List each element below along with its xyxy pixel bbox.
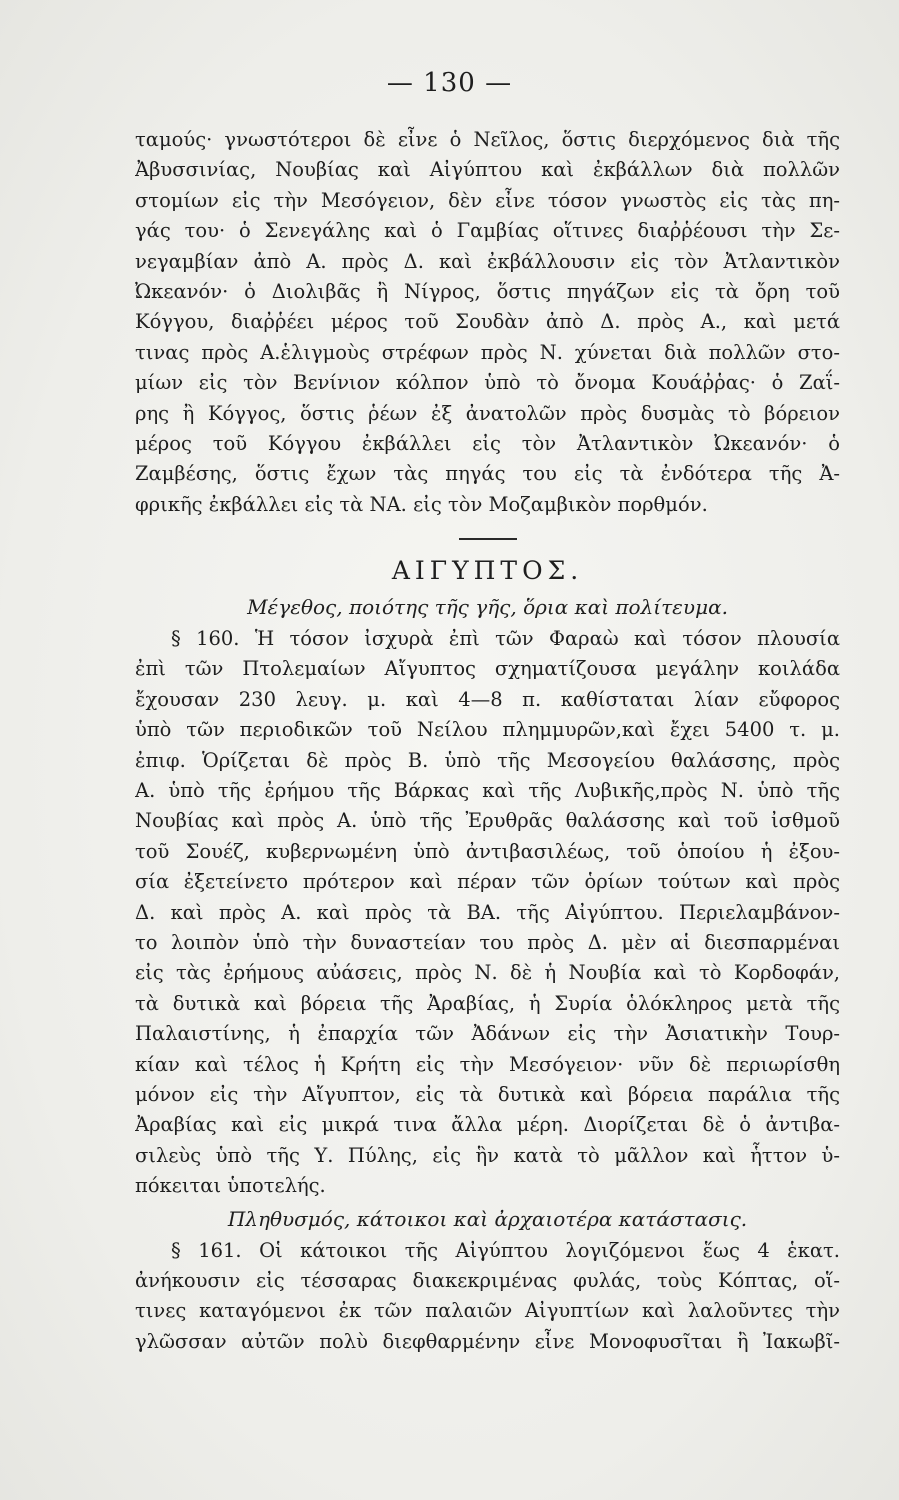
text-line: στομίων εἰς τὴν Μεσόγειον, δὲν εἶνε τόσον γνωστὸς εἰς τὰς πη- <box>135 188 840 212</box>
subsection-heading: Πληθυσμός, κάτοικοι καὶ ἀρχαιοτέρα κατάστασις. <box>227 1206 748 1231</box>
text-line: τινας πρὸς Α.ἑλιγμοὺς στρέφων πρὸς Ν. χύνεται διὰ πολλῶν στο- <box>135 340 840 364</box>
text-line: ἐπιφ. Ὁρίζεται δὲ πρὸς Β. ὑπὸ τῆς Μεσογείου θαλάσσης, πρὸς <box>135 748 840 772</box>
text-line: Α. ὑπὸ τῆς ἐρήμου τῆς Βάρκας καὶ τῆς Λυβικῆς,πρὸς Ν. ὑπὸ τῆς <box>135 779 840 803</box>
subsection-heading: Μέγεθος, ποιότης τῆς γῆς, ὅρια καὶ πολίτευμα. <box>247 595 728 620</box>
text-line: σιλεὺς ὑπὸ τῆς Υ. Πύλης, εἰς ἣν κατὰ τὸ μᾶλλον καὶ ἧττον ὑ- <box>135 1143 840 1167</box>
text-line: νεγαμβίαν ἀπὸ Α. πρὸς Δ. καὶ ἐκβάλλουσιν εἰς τὸν Ἀτλαντικὸν <box>135 249 840 273</box>
text-line: μόνον εἰς τὴν Αἴγυπτον, εἰς τὰ δυτικὰ καὶ βόρεια παράλια τῆς <box>135 1082 840 1106</box>
text-line: Νουβίας καὶ πρὸς Α. ὑπὸ τῆς Ἐρυθρᾶς θαλάσσης καὶ τοῦ ἰσθμοῦ <box>135 809 840 833</box>
text-line: Κόγγου, διαῤῥέει μέρος τοῦ Σουδὰν ἀπὸ Δ. πρὸς Α., καὶ μετά <box>135 310 840 334</box>
paragraph-161 <box>135 1236 840 1358</box>
text-line: Παλαιστίνης, ἡ ἐπαρχία τῶν Ἀδάνων εἰς τὴν Ἀσιατικὴν Τουρ- <box>135 1022 840 1046</box>
text-line: μίων εἰς τὸν Βενίνιον κόλπον ὑπὸ τὸ ὄνομα Κουάῤῥας· ὁ Ζαΐ- <box>135 371 840 395</box>
text-line: εἰς τὰς ἐρήμους αὐάσεις, πρὸς Ν. δὲ ἡ Νουβία καὶ τὸ Κορδοφάν, <box>135 961 840 985</box>
text-line: πόκειται ὑποτελής. <box>135 1174 326 1198</box>
text-line: Ἀραβίας καὶ εἰς μικρά τινα ἄλλα μέρη. Διορίζεται δὲ ὁ ἀντιβα- <box>135 1113 840 1137</box>
text-line: Ἀβυσσινίας, Νουβίας καὶ Αἰγύπτου καὶ ἐκβάλλων διὰ πολλῶν <box>135 158 840 182</box>
text-line: τὰ δυτικὰ καὶ βόρεια τῆς Ἀραβίας, ἡ Συρία ὁλόκληρος μετὰ τῆς <box>135 991 840 1015</box>
text-block <box>135 125 840 1357</box>
text-line: Ὠκεανόν· ὁ Διολιβᾶς ἢ Νίγρος, ὅστις πηγάζων εἰς τὰ ὄρη τοῦ <box>135 279 840 303</box>
paragraph-160 <box>135 624 840 1201</box>
text-line: το λοιπὸν ὑπὸ τὴν δυναστείαν του πρὸς Δ. μὲν αἱ διεσπαρμέναι <box>135 930 840 954</box>
text-line: ἐπὶ τῶν Πτολεμαίων Αἴγυπτος σχηματίζουσα μεγάλην κοιλάδα <box>135 657 840 681</box>
text-line: σία ἐξετείνετο πρότερον καὶ πέραν τῶν ὁρίων τούτων καὶ πρὸς <box>135 870 840 894</box>
text-line: μέρος τοῦ Κόγγου ἐκβάλλει εἰς τὸν Ἀτλαντικὸν Ὠκεανόν· ὁ <box>135 431 840 455</box>
text-line: ρης ἢ Κόγγος, ὅστις ῥέων ἐξ ἀνατολῶν πρὸς δυσμὰς τὸ βόρειον <box>135 401 840 425</box>
text-line: τοῦ Σουέζ, κυβερνωμένη ὑπὸ ἀντιβασιλέως, τοῦ ὁποίου ἡ ἐξου- <box>135 839 840 863</box>
text-line: κίαν καὶ τέλος ἡ Κρήτη εἰς τὴν Μεσόγειον· νῦν δὲ περιωρίσθη <box>135 1052 840 1076</box>
section-divider <box>459 538 517 540</box>
text-line: φρικῆς ἐκβάλλει εἰς τὰ ΝΑ. εἰς τὸν Μοζαμβικὸν πορθμόν. <box>135 492 708 516</box>
section-heading: ΑΙΓΥΠΤΟΣ. <box>391 556 584 586</box>
text-line: Ζαμβέσης, ὅστις ἔχων τὰς πηγάς του εἰς τὰ ἐνδότερα τῆς Ἀ- <box>135 462 840 486</box>
text-line: γάς του· ὁ Σενεγάλης καὶ ὁ Γαμβίας οἵτινες διαῤῥέουσι τὴν Σε- <box>135 219 840 243</box>
paragraph-rivers <box>135 125 840 520</box>
text-line: τινες καταγόμενοι ἐκ τῶν παλαιῶν Αἰγυπτίων καὶ λαλοῦντες τὴν <box>135 1299 840 1323</box>
text-line: ἔχουσαν 230 λευγ. μ. καὶ 4—8 π. καθίσταται λίαν εὔφορος <box>135 687 840 711</box>
text-line: Δ. καὶ πρὸς Α. καὶ πρὸς τὰ ΒΑ. τῆς Αἰγύπτου. Περιελαμβάνον- <box>135 900 840 924</box>
text-line: ταμούς· γνωστότεροι δὲ εἶνε ὁ Νεῖλος, ὅστις διερχόμενος διὰ τῆς <box>135 128 840 151</box>
page-number: — 130 — <box>386 68 513 98</box>
text-line: § 161. Οἱ κάτοικοι τῆς Αἰγύπτου λογιζόμενοι ἕως 4 ἑκατ. <box>171 1238 840 1262</box>
text-line: § 160. Ἡ τόσον ἰσχυρὰ ἐπὶ τῶν Φαραὼ καὶ τόσον πλουσία <box>171 627 840 651</box>
text-line: ἀνήκουσιν εἰς τέσσαρας διακεκριμένας φυλάς, τοὺς Κόπτας, οἵ- <box>135 1268 840 1292</box>
text-line: ὑπὸ τῶν περιοδικῶν τοῦ Νείλου πλημμυρῶν,καὶ ἔχει 5400 τ. μ. <box>135 718 840 742</box>
text-line: γλῶσσαν αὐτῶν πολὺ διεφθαρμένην εἶνε Μονοφυσῖται ἢ Ἰακωβῖ- <box>135 1329 840 1353</box>
